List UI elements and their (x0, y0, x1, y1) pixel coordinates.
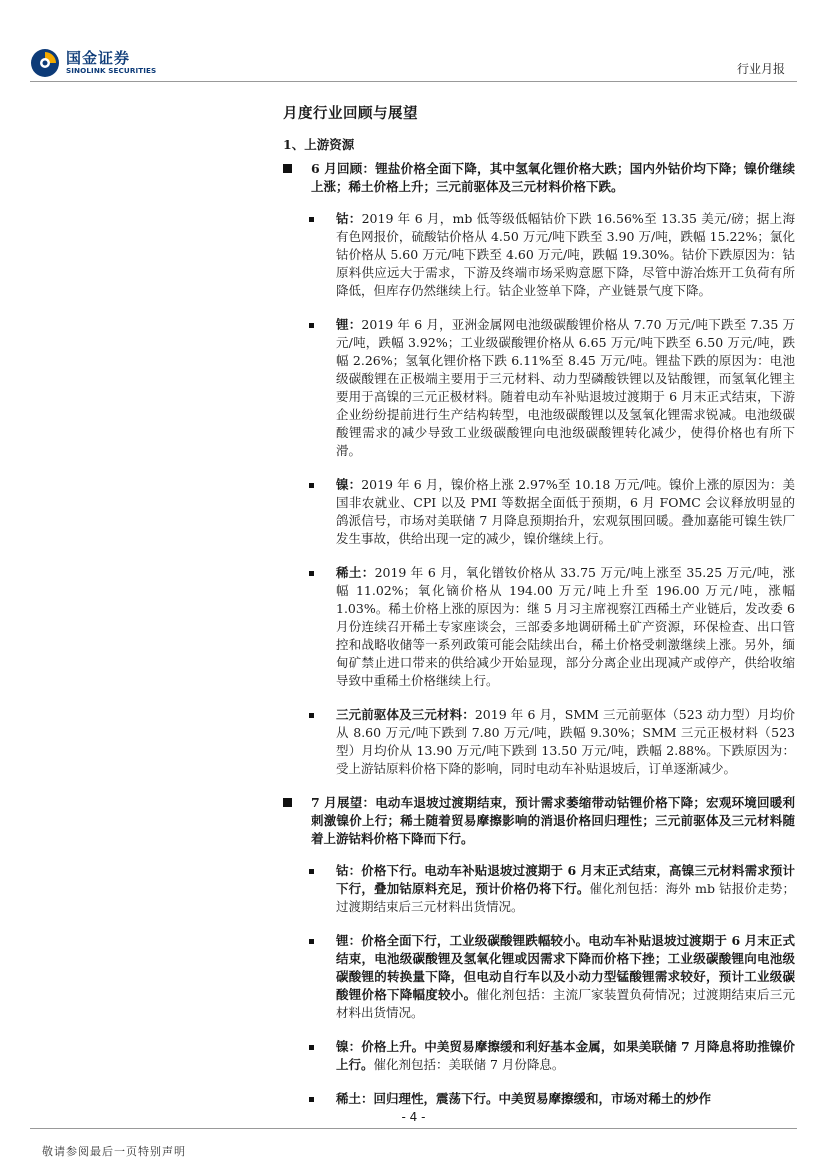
square-bullet-icon (283, 798, 292, 807)
item-text: 2019 年 6 月，镍价格上涨 2.97%至 10.18 万元/吨。镍价上涨的原因为：美国非农就业、CPI 以及 PMI 等数据全面低于预期，6 月 FOMC 会议释放明显的鸽派信号，市场对美联储 7 月降息预期抬升，宏观氛围回暖。叠加嘉能可镍生铁厂发生事故，供给出现一定的减少，镍价继续上行。 (336, 477, 795, 546)
small-square-bullet-icon (309, 713, 314, 718)
item-text: 2019 年 6 月，mb 低等级低幅钴价下跌 16.56%至 13.35 美元/磅；据上海有色网报价，硫酸钴价格从 4.50 万元/吨下跌至 3.90 万/吨，跌幅 15.22%；氯化钴价格从 5.60 万元/吨下跌至 4.60 万元/吨，跌幅 19.30%。钴价下跌原因为：钴原料供应远大于需求，下游及终端市场采购意愿下降，尽管中游冶炼开工负荷有所降低，但库存仍然继续上行。钴企业签单下降，产业链景气度下降。 (336, 211, 795, 298)
section-title: 月度行业回顾与展望 (283, 105, 418, 122)
small-square-bullet-icon (309, 869, 314, 874)
list-item (283, 316, 795, 460)
july-outlook-point (283, 794, 795, 848)
item-text: 催化剂包括：美联储 7 月份降息。 (373, 1057, 565, 1072)
list-item (283, 476, 795, 548)
list-item (283, 932, 795, 1022)
page-header (0, 0, 827, 90)
report-body (283, 160, 795, 1124)
item-text: 催化剂包括：海外 mb 钴报价走势；过渡期结束后三元材料出货情况。 (336, 881, 795, 914)
item-text: 催化剂包括：主流厂家装置负荷情况；过渡期结束后三元材料出货情况。 (336, 987, 795, 1020)
item-label: 镍：价格上升。中美贸易摩擦缓和利好基本金属，如果美联储 7 月降息将助推镍价上行。 (336, 1039, 795, 1072)
list-item (283, 1038, 795, 1074)
sub-title: 1、上游资源 (283, 137, 355, 152)
item-label: 三元前驱体及三元材料： (336, 707, 475, 722)
item-label: 镍： (336, 477, 362, 492)
item-text: 2019 年 6 月，SMM 三元前驱体（523 动力型）月均价从 8.60 万元/吨下跌到 7.80 万元/吨，跌幅 9.30%；SMM 三元正极材料（523 型）月均价从 13.90 万元/吨下跌到 13.50 万元/吨，跌幅 2.88%。下跌原因为：受上游钴原料价格下降的影响，同时电动车补贴退坡后，订单逐渐减少。 (336, 707, 795, 776)
list-item (283, 862, 795, 916)
list-item (283, 210, 795, 300)
june-review-point (283, 160, 795, 196)
logo-en-text: SINOLINK SECURITIES (66, 66, 157, 75)
small-square-bullet-icon (309, 939, 314, 944)
item-text: 2019 年 6 月，亚洲金属网电池级碳酸锂价格从 7.70 万元/吨下跌至 7.35 万元/吨，跌幅 3.92%；工业级碳酸锂价格从 6.65 万元/吨下跌至 6.50 万元/吨，跌幅 2.26%；氢氧化锂价格下跌 6.11%至 8.45 万元/吨。锂盐下跌的原因为：电池级碳酸锂在正极端主要用于三元材料、动力型磷酸铁锂以及钴酸锂，而氢氧化锂主要用于高镍的三元正极材料。随着电动车补贴退坡过渡期于 6 月末正式结束，下游企业纷纷提前进行生产结构转型，电池级碳酸锂以及氢氧化锂需求锐减。电池级碳酸锂需求的减少导致工业级碳酸锂向电池级碳酸锂转化减少，使得价格也有所下滑。 (336, 317, 795, 458)
june-review-summary: 6 月回顾：锂盐价格全面下降，其中氢氧化锂价格大跌；国内外钴价均下降；镍价继续上涨；稀土价格上升；三元前驱体及三元材料价格下跌。 (311, 161, 795, 194)
footer-divider (30, 1128, 797, 1129)
item-label: 锂：价格全面下行，工业级碳酸锂跌幅较小。电动车补贴退坡过渡期于 6 月末正式结束，电池级碳酸锂及氢氧化锂或因需求下降而价格下挫；工业级碳酸锂向电池级碳酸锂的转换量下降，但电动自行车以及小动力型锰酸锂需求较好，预计工业级碳酸锂价格下降幅度较小。 (336, 933, 795, 1002)
header-divider (30, 81, 797, 82)
list-item (283, 706, 795, 778)
item-label: 钴： (336, 211, 362, 226)
page-number: - 4 - (401, 1110, 426, 1124)
item-label: 锂： (336, 317, 362, 332)
small-square-bullet-icon (309, 1045, 314, 1050)
company-logo (30, 46, 165, 78)
sinolink-logo-icon (30, 48, 60, 78)
item-label: 稀土：回归理性，震荡下行。中美贸易摩擦缓和，市场对稀土的炒作 (336, 1091, 712, 1106)
item-label: 钴：价格下行。电动车补贴退坡过渡期于 6 月末正式结束，高镍三元材料需求预计下行，叠加钴原料充足，预计价格仍将下行。 (336, 863, 795, 896)
logo-cn-text: 国金证券 (66, 49, 131, 67)
item-label: 稀土： (336, 565, 375, 580)
small-square-bullet-icon (309, 483, 314, 488)
small-square-bullet-icon (309, 323, 314, 328)
small-square-bullet-icon (309, 1097, 314, 1102)
list-item (283, 564, 795, 690)
square-bullet-icon (283, 164, 292, 173)
disclaimer-note: 敬请参阅最后一页特别声明 (42, 1145, 186, 1158)
item-text: 2019 年 6 月，氧化镨钕价格从 33.75 万元/吨上涨至 35.25 万元/吨，涨幅 11.02%；氧化镝价格从 194.00 万元/吨上升至 196.00 万元/吨，涨幅 1.03%。稀土价格上涨的原因为：继 5 月习主席视察江西稀土产业链后，发改委 6 月份连续召开稀土专家座谈会，三部委多地调研稀土矿产资源，环保检查、出口管控和战略收储等一系列政策可能会陆续出台，稀土价格受刺激继续上涨。另外，缅甸矿禁止进口带来的供给减少开始显现，部分分离企业出现减产或停产，供给收缩导致中重稀土价格继续上行。 (336, 565, 795, 688)
report-type-label: 行业月报 (736, 62, 785, 76)
small-square-bullet-icon (309, 571, 314, 576)
list-item (283, 1090, 795, 1108)
july-outlook-summary: 7 月展望：电动车退坡过渡期结束，预计需求萎缩带动钴锂价格下降；宏观环境回暖利刺激镍价上行；稀土随着贸易摩擦影响的消退价格回归理性；三元前驱体及三元材料随着上游钴料价格下降而下行。 (311, 795, 795, 846)
small-square-bullet-icon (309, 217, 314, 222)
